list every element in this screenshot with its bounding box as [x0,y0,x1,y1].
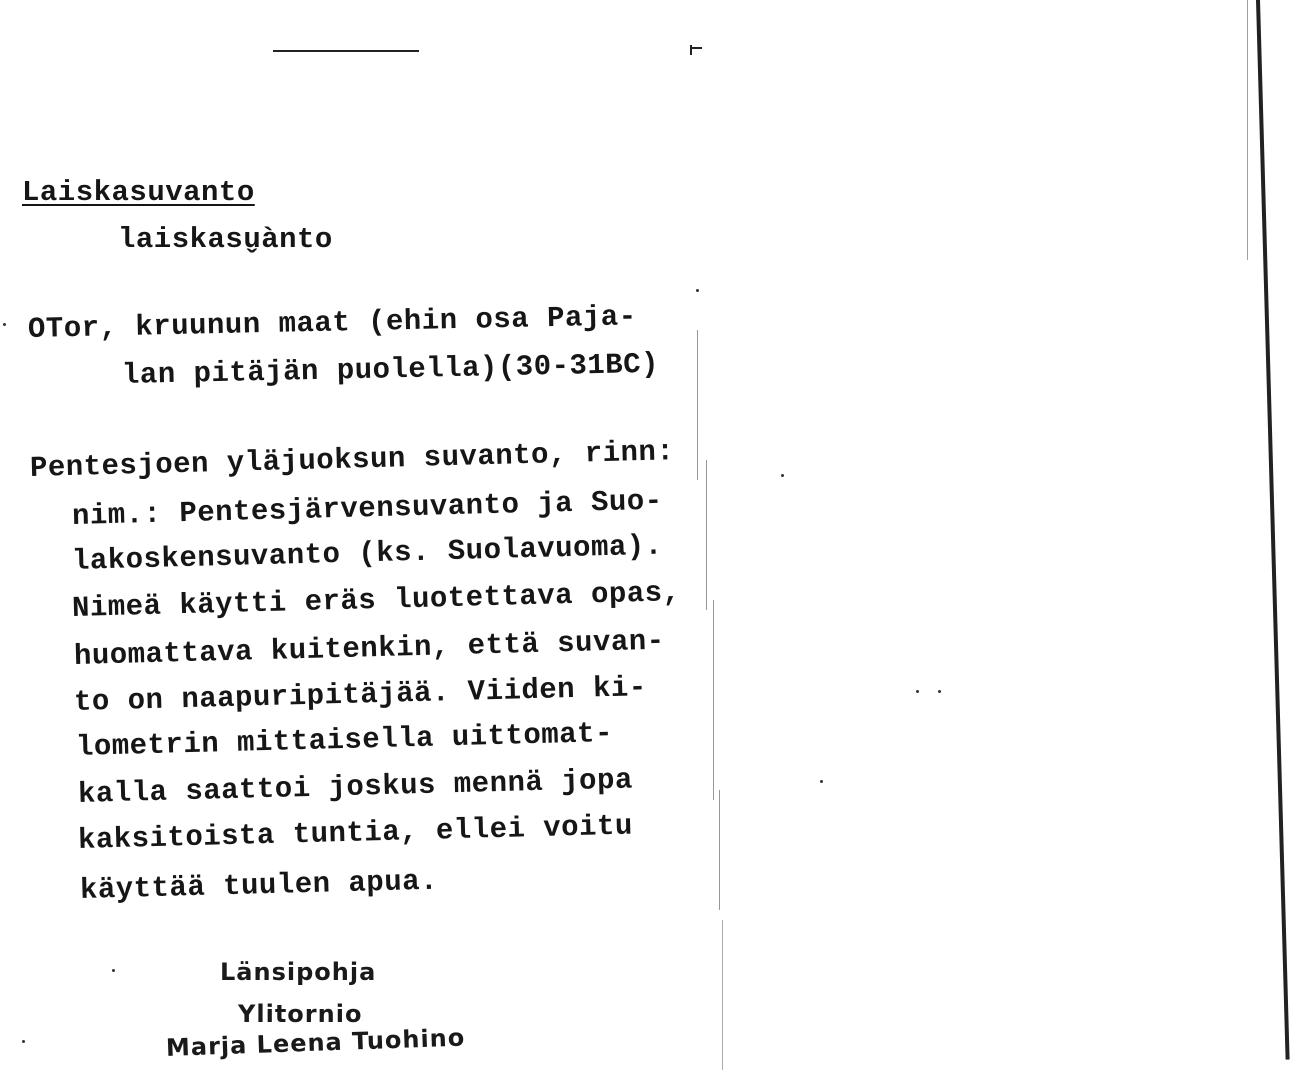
scan-mark-top-tick-arm [690,47,702,49]
source-line: OTor, kruunun maat (ehin osa Paja- [27,300,637,346]
card-title: Laiskasuvanto [22,176,255,209]
scan-dust [112,969,115,972]
scan-dust [696,289,699,292]
fold-line [722,920,723,1070]
body-line: to on naapuripitäjää. Viiden ki- [73,671,648,719]
body-line: käyttää tuulen apua. [79,864,439,907]
fold-line [713,600,714,800]
scan-dust [938,690,941,693]
card-pronunciation: laiskasu̬ànto [118,223,333,256]
stamp-parish: Ylitornio [238,1000,363,1028]
scan-mark-top-line [273,50,419,52]
card-edge-line-faint [1247,0,1248,260]
body-line: Pentesjoen yläjuoksun suvanto, rinn: [29,435,675,485]
fold-line [706,460,707,610]
stamp-collector: Marja Leena Tuohino [165,1023,466,1062]
body-line: lakoskensuvanto (ks. Suolavuoma). [71,529,664,578]
body-line: lometrin mittaisella uittomat- [75,716,614,764]
scan-dust [3,323,6,326]
body-line: nim.: Pentesjärvensuvanto ja Suo- [71,484,664,533]
body-line: Nimeä käytti eräs luotettava opas, [71,576,681,625]
scan-dust [22,1040,25,1043]
stamp-region: Länsipohja [220,958,377,986]
fold-line [697,330,698,480]
scan-dust [916,690,919,693]
body-line: kaksitoista tuntia, ellei voitu [77,809,634,857]
fold-line [719,790,720,910]
body-line: huomattava kuitenkin, että suvan- [73,624,666,673]
body-line: kalla saattoi joskus mennä jopa [77,763,634,811]
scan-dust [781,474,784,477]
source-line: lan pitäjän puolella)(30-31BC) [121,347,660,392]
scan-dust [820,780,823,783]
card-edge-line [1256,0,1290,1060]
